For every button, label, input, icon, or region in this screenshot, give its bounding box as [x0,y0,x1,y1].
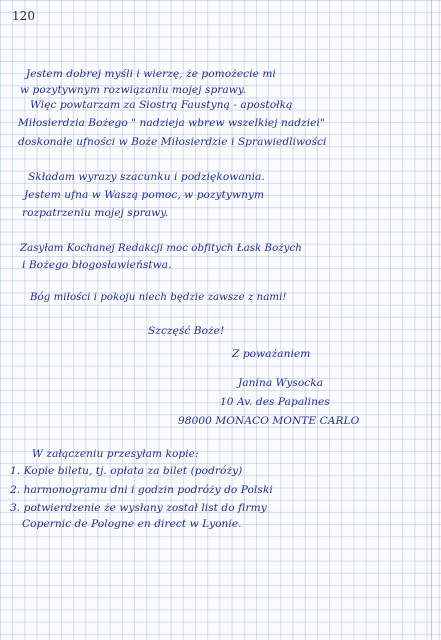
text-line: doskonałe ufności w Boże Miłosierdzie i Sprawiedliwości [18,136,327,148]
text-line: Jestem ufna w Waszą pomoc, w pozytywnym [24,189,265,201]
regards: Z poważaniem [232,348,311,360]
margin-line [431,0,432,640]
text-line: i Bożego błogosławieństwa. [22,259,172,271]
signature-name: Janina Wysocka [238,377,324,389]
address-line: 10 Av. des Papalines [220,396,330,408]
attachment-item: Copernic de Pologne en direct w Lyonie. [22,518,242,530]
text-line: Składam wyrazy szacunku i podziękowania. [28,171,265,183]
text-line: rozpatrzeniu mojej sprawy. [22,207,169,219]
attachment-item: 3. potwierdzenie że wysłany został list do firmy [10,502,267,514]
text-line: Miłosierdzia Bożego " nadzieja wbrew wszelkiej nadziei" [18,117,325,129]
text-line: Jestem dobrej myśli i wierzę, że pomożecie mi [26,68,276,80]
attachment-item: 1. Kopie biletu, tj. opłata za bilet (podróży) [10,465,243,477]
paragraph-peace: Bóg miłości i pokoju niech będzie zawsze z nami! [30,292,287,303]
address-line: 98000 MONACO MONTE CARLO [178,415,360,427]
greeting: Szczęść Boże! [148,325,225,337]
text-line: Więc powtarzam za Siostrą Faustyną - apostołką [30,99,293,111]
attachments-heading: W załączeniu przesyłam kopie: [32,448,199,460]
text-line: Zasyłam Kochanej Redakcji moc obfitych Łask Bożych [20,243,302,254]
page-number: 120 [12,9,36,23]
text-line: w pozytywnym rozwiązaniu mojej sprawy. [20,84,246,96]
attachment-item: 2. harmonogramu dni i godzin podróży do Polski [10,484,273,496]
